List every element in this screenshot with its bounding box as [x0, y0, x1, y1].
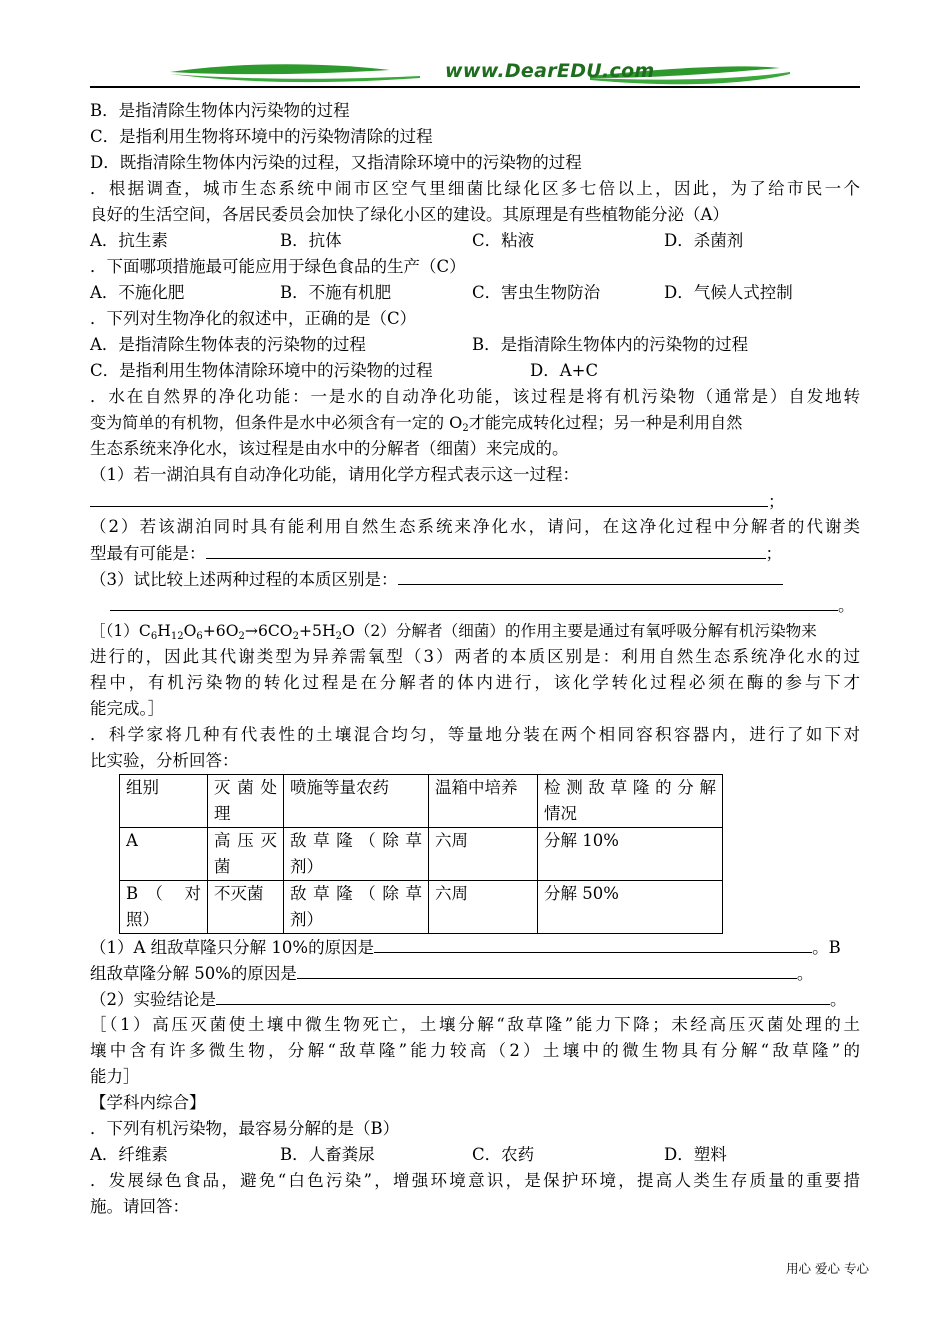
option: A．不施化肥	[90, 283, 185, 302]
punctuation: ；	[765, 544, 782, 563]
text-run: 变为简单的有机物，但条件是水中必须含有一定的 O	[90, 413, 463, 432]
answer-blank-line	[90, 592, 860, 618]
table-header-row	[120, 775, 723, 828]
option: B．不施有机肥	[280, 283, 392, 302]
options-row	[90, 280, 860, 306]
question-text	[90, 410, 860, 436]
answer-blank[interactable]	[216, 986, 830, 1005]
question-text	[90, 960, 860, 986]
option: B．是指清除生物体内的污染物的过程	[472, 335, 749, 354]
option: A．纤维素	[90, 1145, 168, 1164]
answer-blank[interactable]	[206, 540, 766, 559]
answer-text: $[(1)C_6H_{12}O_6+6O_2\to 6CO_2+5H_2O(2)$分解者（细菌）的作用主要是通过有氧呼吸分解有机污染物来	[90, 622, 817, 642]
document-body	[90, 98, 860, 1220]
question-text	[90, 934, 860, 960]
answer-text: 程中，有机污染物的转化过程是在分解者的体内进行，该化学转化过程必须在酶的参与下才	[90, 673, 860, 692]
table-cell: 高压灭 菌	[208, 828, 284, 881]
table-cell: 检测敌草隆的分解 情况	[538, 775, 723, 828]
question-text: ．科学家将几种有代表性的土壤混合均匀，等量地分装在两个相同容积容器内，进行了如下对	[90, 725, 860, 744]
option: A．是指清除生物体表的污染物的过程	[90, 335, 366, 354]
header-rule	[90, 86, 860, 88]
table-cell: B（ 对 照）	[120, 881, 208, 934]
option: C．是指利用生物体清除环境中的污染物的过程	[90, 361, 433, 380]
text-run: （1）A 组敌草隆只分解 10%的原因是	[90, 938, 375, 957]
text-run: 才能完成转化过程；另一种是利用自然	[468, 413, 743, 432]
options-row	[90, 358, 860, 384]
answer-blank[interactable]	[374, 934, 812, 953]
answer-blank[interactable]	[110, 592, 838, 611]
question-text: 施。请回答：	[90, 1197, 189, 1216]
table-cell: 分解 10%	[538, 828, 723, 881]
option: D．A+C	[530, 361, 599, 380]
site-logo[interactable]: www.DearEDU.com	[445, 60, 655, 82]
answer-text: 能完成。］	[90, 699, 165, 718]
option: B．抗体	[280, 231, 342, 250]
table-cell: 温箱中培养	[429, 775, 538, 828]
punctuation: 。	[838, 596, 855, 615]
table-row	[120, 881, 723, 934]
question-text: （2）若该湖泊同时具有能利用自然生态系统来净化水，请问，在这净化过程中分解者的代谢类	[90, 517, 860, 536]
answer-text: 壤中含有许多微生物，分解“敌草隆”能力较高（2）土壤中的微生物具有分解“敌草隆”的	[90, 1041, 860, 1060]
question-text: ．水在自然界的净化功能：一是水的自动净化功能，该过程是将有机污染物（通常是）自发地转	[90, 387, 860, 406]
answer-blank[interactable]	[398, 566, 783, 585]
text-run: 。B	[812, 938, 841, 957]
table-cell: 分解 50%	[538, 881, 723, 934]
question-text: ．下面哪项措施最可能应用于绿色食品的生产（C）	[90, 257, 466, 276]
text-run: 组敌草隆分解 50%的原因是	[90, 964, 297, 983]
text-run: （2）实验结论是	[90, 990, 216, 1009]
question-text: ．下列有机污染物，最容易分解的是（B）	[90, 1119, 400, 1138]
option-line: C．是指利用生物将环境中的污染物清除的过程	[90, 127, 433, 146]
table-cell: A	[120, 828, 208, 881]
option: A．抗生素	[90, 231, 168, 250]
option: B．人畜粪尿	[280, 1145, 375, 1164]
table-cell: 敌草隆（除草 剂）	[284, 881, 429, 934]
table-row	[120, 828, 723, 881]
option: D．杀菌剂	[664, 231, 744, 250]
punctuation: 。	[830, 990, 847, 1009]
subscript: 2	[462, 423, 469, 434]
answer-blank[interactable]	[90, 488, 768, 507]
question-text: 生态系统来净化水，该过程是由水中的分解者（细菌）来完成的。	[90, 439, 569, 458]
text-run: （3）试比较上述两种过程的本质区别是：	[90, 570, 398, 589]
question-text: ．下列对生物净化的叙述中，正确的是（C）	[90, 309, 417, 328]
question-text: 良好的生活空间，各居民委员会加快了绿化小区的建设。其原理是有些植物能分泌（A）	[90, 205, 729, 224]
answer-text: ［（1）高压灭菌使土壤中微生物死亡，土壤分解“敌草隆”能力下降；未经高压灭菌处理的土	[90, 1015, 860, 1034]
question-text	[90, 540, 860, 566]
options-row	[90, 1142, 860, 1168]
table-cell: 六周	[429, 881, 538, 934]
question-text: ．根据调查，城市生态系统中闹市区空气里细菌比绿化区多七倍以上，因此，为了给市民一个	[90, 179, 860, 198]
question-text: 比实验，分析回答：	[90, 751, 239, 770]
table-cell: 不灭菌	[208, 881, 284, 934]
option: D．塑料	[664, 1145, 727, 1164]
option-line: D．既指清除生物体内污染的过程，又指清除环境中的污染物的过程	[90, 153, 582, 172]
answer-text: 进行的，因此其代谢类型为异养需氧型（3）两者的本质区别是：利用自然生态系统净化水的过	[90, 647, 860, 666]
option: C．农药	[472, 1145, 535, 1164]
answer-blank[interactable]	[297, 960, 797, 979]
option: C．粘液	[472, 231, 535, 250]
experiment-table	[119, 774, 723, 934]
table-cell: 组别	[120, 775, 208, 828]
options-row	[90, 228, 860, 254]
question-text	[90, 566, 860, 592]
option: D．气候人式控制	[664, 283, 793, 302]
option-line: B．是指清除生物体内污染物的过程	[90, 101, 350, 120]
question-text: ．发展绿色食品，避免“白色污染”，增强环境意识，是保护环境，提高人类生存质量的重要措	[90, 1171, 860, 1190]
options-row	[90, 332, 860, 358]
table-cell: 灭菌处 理	[208, 775, 284, 828]
answer-text: 能力］	[90, 1067, 140, 1086]
text-run: 型最有可能是：	[90, 544, 206, 563]
table-cell: 喷施等量农药	[284, 775, 429, 828]
table-cell: 六周	[429, 828, 538, 881]
punctuation: ；	[768, 492, 785, 511]
page-footer: 用心 爱心 专心	[786, 1261, 869, 1276]
question-text	[90, 986, 860, 1012]
option: C．害虫生物防治	[472, 283, 601, 302]
section-heading: 【学科内综合】	[90, 1093, 206, 1112]
answer-blank-line	[90, 488, 860, 514]
question-text: （1）若一湖泊具有自动净化功能，请用化学方程式表示这一过程：	[90, 465, 579, 484]
punctuation: 。	[796, 964, 814, 983]
table-cell: 敌草隆（除草 剂）	[284, 828, 429, 881]
